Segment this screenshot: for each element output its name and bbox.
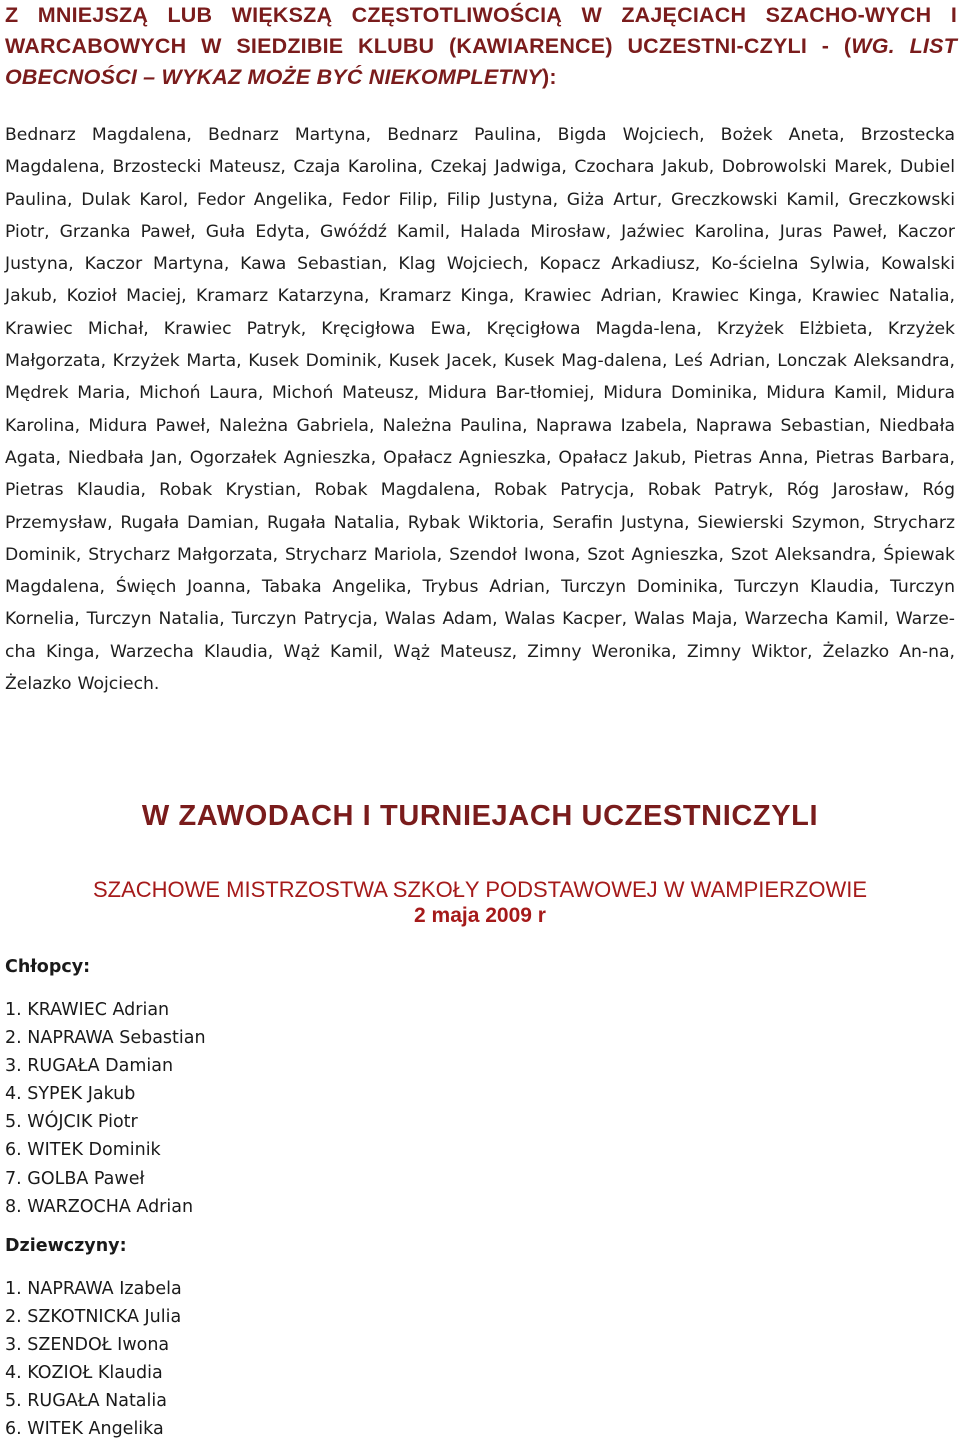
ranking-item: 6. WITEK Angelika: [5, 1419, 164, 1440]
ranking-item: 1. NAPRAWA Izabela: [5, 1279, 182, 1299]
girls-label: Dziewczyny:: [5, 1236, 127, 1256]
boys-ranking: [5, 996, 206, 1221]
intro-text-italic: WG. LIST OBECNOŚCI – WYKAZ MOŻE BYĆ NIEKOMPLETNY: [5, 34, 957, 89]
ranking-item: 5. WÓJCIK Piotr: [5, 1112, 138, 1133]
ranking-item: 3. RUGAŁA Damian: [5, 1056, 174, 1077]
ranking-item: 6. WITEK Dominik: [5, 1140, 161, 1161]
intro-text-part1: Z MNIEJSZĄ LUB WIĘKSZĄ CZĘSTOTLIWOŚCIĄ W ZAJĘCIACH SZACHO-WYCH I WARCABOWYCH W SIEDZIBIE KLUBU (KAWIARENCE) UCZESTNI-CZYLI - (: [5, 3, 957, 58]
intro-heading: [5, 0, 957, 93]
ranking-item: 4. KOZIOŁ Klaudia: [5, 1363, 163, 1384]
section-title: W ZAWODACH I TURNIEJACH UCZESTNICZYLI: [141, 800, 819, 832]
ranking-item: 1. KRAWIEC Adrian: [5, 1000, 170, 1020]
ranking-item: 7. GOLBA Paweł: [5, 1168, 145, 1189]
ranking-item: 4. SYPEK Jakub: [5, 1084, 136, 1105]
ranking-item: 2. SZKOTNICKA Julia: [5, 1307, 182, 1328]
event-title: SZACHOWE MISTRZOSTWA SZKOŁY PODSTAWOWEJ W WAMPIERZOWIE: [92, 877, 868, 902]
ranking-item: 3. SZENDOŁ Iwona: [5, 1335, 170, 1356]
participants-list: Bednarz Magdalena, Bednarz Martyna, Bednarz Paulina, Bigda Wojciech, Bożek Aneta, Brzostecka Magdalena, Brzostecki Mateusz, Czaja Karolina, Czekaj Jadwiga, Czochara Jakub, Dobrowolski Marek, Dubiel Paulina, Dulak Karol, Fedor Angelika, Fedor Filip, Filip Justyna, Giża Artur, Greczkowski Kamil, Greczkowski Piotr, Grzanka Paweł, Guła Edyta, Gwóźdź Kamil, Halada Mirosław, Jaźwiec Karolina, Juras Paweł, Kaczor Justyna, Kaczor Martyna, Kawa Sebastian, Klag Wojciech, Kopacz Arkadiusz, Ko-ścielna Sylwia, Kowalski Jakub, Kozioł Maciej, Kramarz Katarzyna, Kramarz Kinga, Krawiec Adrian, Krawiec Kinga, Krawiec Natalia, Krawiec Michał, Krawiec Patryk, Kręcigłowa Ewa, Kręcigłowa Magda-lena, Krzyżek Elżbieta, Krzyżek Małgorzata, Krzyżek Marta, Kusek Dominik, Kusek Jacek, Kusek Mag-dalena, Leś Adrian, Lonczak Aleksandra, Mędrek Maria, Michoń Laura, Michoń Mateusz, Midura Bar-tłomiej, Midura Dominika, Midura Kamil, Midura Karolina, Midura Paweł, Należna Gabriela, Należna Paulina, Naprawa Izabela, Naprawa Sebastian, Niedbała Agata, Niedbała Jan, Ogorzałek Agnieszka, Opałacz Agnieszka, Opałacz Jakub, Pietras Anna, Pietras Barbara, Pietras Klaudia, Robak Krystian, Robak Magdalena, Robak Patrycja, Robak Patryk, Róg Jarosław, Róg Przemysław, Rugała Damian, Rugała Natalia, Rybak Wiktoria, Serafin Justyna, Siewierski Szymon, Strycharz Dominik, Strycharz Małgorzata, Strycharz Mariola, Szendoł Iwona, Szot Agnieszka, Szot Aleksandra, Śpiewak Magdalena, Święch Joanna, Tabaka Angelika, Trybus Adrian, Turczyn Dominika, Turczyn Klaudia, Turczyn Kornelia, Turczyn Natalia, Turczyn Patrycja, Walas Adam, Walas Kacper, Walas Maja, Warzecha Kamil, Warze-cha Kinga, Warzecha Klaudia, Wąż Kamil, Wąż Mateusz, Zimny Weronika, Zimny Wiktor, Żelazko An-na, Żelazko Wojciech.: [5, 125, 955, 695]
ranking-item: 2. NAPRAWA Sebastian: [5, 1028, 206, 1049]
boys-label: Chłopcy:: [5, 957, 91, 977]
event-date: 2 maja 2009 r: [414, 904, 546, 927]
girls-ranking: [5, 1275, 182, 1444]
ranking-item: 8. WARZOCHA Adrian: [5, 1196, 194, 1217]
intro-text-part2: ):: [541, 65, 557, 89]
ranking-item: 5. RUGAŁA Natalia: [5, 1391, 167, 1412]
